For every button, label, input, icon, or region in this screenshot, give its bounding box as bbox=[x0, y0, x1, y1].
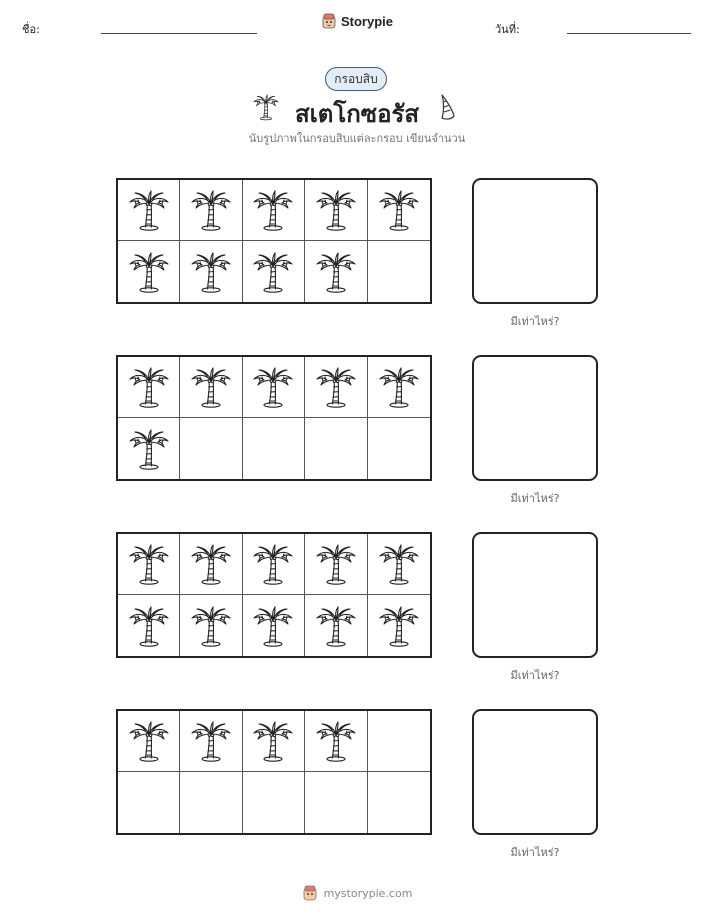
palm-tree-icon bbox=[189, 250, 233, 294]
ten-frame-cell bbox=[180, 241, 242, 302]
footer-url[interactable]: mystorypie.com bbox=[323, 886, 413, 900]
palm-tree-icon bbox=[314, 604, 358, 648]
palm-tree-icon bbox=[314, 250, 358, 294]
ten-frame-cell bbox=[305, 180, 367, 241]
ten-frame bbox=[116, 355, 432, 481]
ten-frame-cell bbox=[305, 241, 367, 302]
palm-tree-icon bbox=[377, 188, 421, 232]
ten-frame-cell bbox=[305, 595, 367, 656]
ten-frame-cell bbox=[368, 534, 430, 595]
palm-tree-icon bbox=[377, 542, 421, 586]
palm-tree-icon bbox=[314, 542, 358, 586]
palm-tree-icon bbox=[127, 719, 171, 763]
date-label: วันที่: bbox=[495, 23, 520, 36]
name-label: ชื่อ: bbox=[22, 23, 40, 36]
page-title: สเตโกซอรัส bbox=[294, 100, 420, 128]
ten-frame-cell bbox=[243, 711, 305, 772]
palm-tree-icon bbox=[127, 188, 171, 232]
name-line[interactable] bbox=[101, 33, 257, 34]
ten-frame-cell bbox=[243, 418, 305, 479]
ten-frame-cell bbox=[243, 357, 305, 418]
palm-tree-icon bbox=[189, 604, 233, 648]
palm-tree-icon bbox=[377, 604, 421, 648]
ten-frame-cell bbox=[118, 772, 180, 833]
ten-frame bbox=[116, 532, 432, 658]
ten-frame-cell bbox=[368, 180, 430, 241]
ten-frame-cell bbox=[180, 418, 242, 479]
ten-frame-cell bbox=[118, 534, 180, 595]
ten-frame-cell bbox=[180, 534, 242, 595]
ten-frame-cell bbox=[305, 418, 367, 479]
palm-tree-icon bbox=[251, 250, 295, 294]
instructions: นับรูปภาพในกรอบสิบแต่ละกรอบ เขียนจำนวน bbox=[248, 132, 466, 145]
ten-frame-cell bbox=[118, 180, 180, 241]
ten-frame-cell bbox=[368, 418, 430, 479]
footer bbox=[0, 885, 714, 901]
ten-frame-cell bbox=[118, 418, 180, 479]
ten-frame-cell bbox=[243, 772, 305, 833]
ten-frame-cell bbox=[368, 772, 430, 833]
palm-tree-icon bbox=[377, 365, 421, 409]
palm-tree-icon bbox=[189, 719, 233, 763]
ten-frame-cell bbox=[305, 357, 367, 418]
how-many-label: มีเท่าไหร่? bbox=[510, 846, 560, 859]
mascot-icon bbox=[321, 13, 337, 29]
ten-frame-cell bbox=[305, 534, 367, 595]
palm-tree-icon bbox=[189, 188, 233, 232]
ten-frame-cell bbox=[180, 711, 242, 772]
ten-frame-cell bbox=[243, 241, 305, 302]
ten-frame-cell bbox=[305, 772, 367, 833]
palm-tree-icon bbox=[314, 365, 358, 409]
palm-tree-icon bbox=[251, 604, 295, 648]
worksheet-type-badge: กรอบสิบ bbox=[325, 67, 387, 91]
palm-tree-icon bbox=[127, 250, 171, 294]
answer-box[interactable] bbox=[472, 709, 598, 835]
answer-box[interactable] bbox=[472, 355, 598, 481]
ten-frame-cell bbox=[368, 711, 430, 772]
ten-frame-cell bbox=[180, 357, 242, 418]
answer-box[interactable] bbox=[472, 532, 598, 658]
palm-tree-icon bbox=[127, 604, 171, 648]
palm-tree-icon bbox=[314, 719, 358, 763]
ten-frame-cell bbox=[118, 241, 180, 302]
mascot-icon bbox=[302, 885, 318, 901]
ten-frame-cell bbox=[243, 595, 305, 656]
how-many-label: มีเท่าไหร่? bbox=[510, 315, 560, 328]
ten-frame-cell bbox=[368, 357, 430, 418]
palm-tree-icon bbox=[189, 542, 233, 586]
ten-frame bbox=[116, 178, 432, 304]
palm-tree-icon bbox=[251, 365, 295, 409]
ten-frame-cell bbox=[180, 180, 242, 241]
palm-tree-icon bbox=[251, 542, 295, 586]
ten-frame-cell bbox=[118, 711, 180, 772]
brand-logo bbox=[0, 13, 714, 29]
palm-tree-icon bbox=[251, 719, 295, 763]
ten-frame bbox=[116, 709, 432, 835]
palm-tree-icon bbox=[127, 427, 171, 471]
ten-frame-cell bbox=[180, 772, 242, 833]
ten-frame-cell bbox=[180, 595, 242, 656]
ten-frame-cell bbox=[305, 711, 367, 772]
answer-box[interactable] bbox=[472, 178, 598, 304]
palm-tree-icon bbox=[127, 365, 171, 409]
ten-frame-cell bbox=[118, 357, 180, 418]
palm-tree-icon bbox=[314, 188, 358, 232]
how-many-label: มีเท่าไหร่? bbox=[510, 669, 560, 682]
ten-frame-cell bbox=[368, 241, 430, 302]
ten-frame-cell bbox=[243, 180, 305, 241]
ten-frame-cell bbox=[118, 595, 180, 656]
palm-tree-icon bbox=[127, 542, 171, 586]
palm-tree-icon bbox=[189, 365, 233, 409]
how-many-label: มีเท่าไหร่? bbox=[510, 492, 560, 505]
date-line[interactable] bbox=[567, 33, 691, 34]
horn-icon bbox=[436, 92, 460, 126]
brand-name: Storypie bbox=[340, 13, 393, 29]
ten-frame-cell bbox=[243, 534, 305, 595]
palm-tree-icon bbox=[251, 188, 295, 232]
ten-frame-cell bbox=[368, 595, 430, 656]
